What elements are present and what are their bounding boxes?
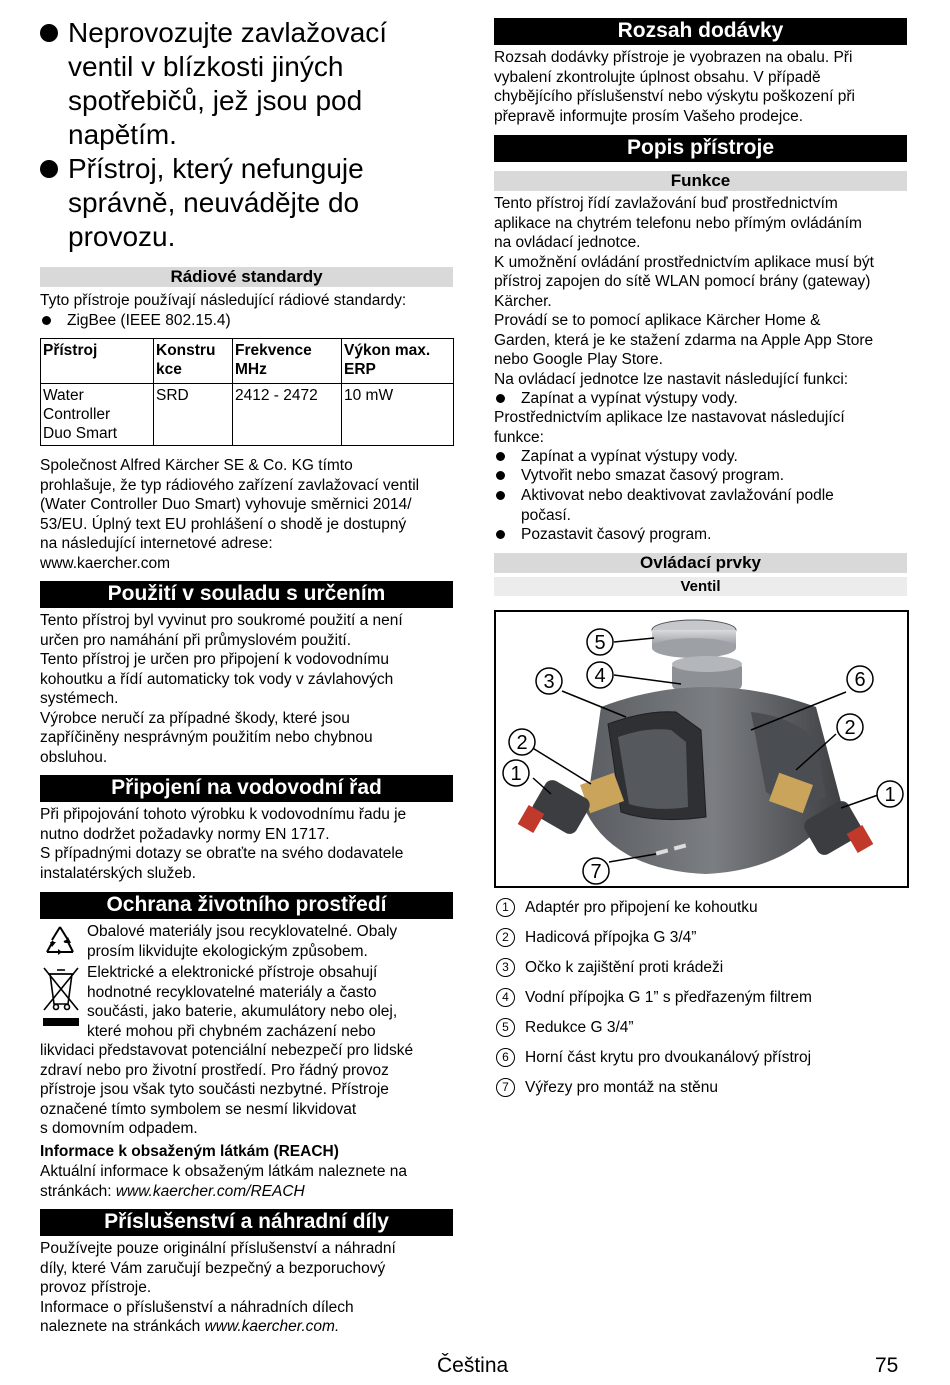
bullet-dot: [40, 24, 58, 42]
unit-bullet: Zapínat a vypínat výstupy vody.: [494, 389, 907, 409]
kaercher-link[interactable]: www.kaercher.com.: [204, 1318, 340, 1335]
table-header: Přístroj: [41, 339, 154, 384]
list-item: Pozastavit časový program.: [494, 525, 907, 545]
text-line: provozu.: [68, 221, 176, 252]
reach-text: Aktuální informace k obsaženým látkám naleznete na stránkách: www.kaercher.com/REACH: [40, 1163, 408, 1200]
description-heading: Popis přístroje: [494, 135, 907, 162]
recycle-icon: [40, 922, 80, 962]
accessories-text: Používejte pouze originální příslušenství a náhradní díly, které Vám zaručují bezpečný a bezporuchový provoz přístroje. Informace o příslušenství a náhradních dílech naleznete na stránkách www.kaercher.com.: [40, 1240, 396, 1335]
scope-heading: Rozsah dodávky: [494, 18, 907, 45]
device-illustration: [494, 610, 909, 888]
function-heading: Funkce: [494, 171, 907, 191]
reach-heading: Informace k obsaženým látkám (REACH): [40, 1143, 339, 1160]
table-cell: SRD: [154, 384, 233, 446]
scope-text: Rozsah dodávky přístroje je vyobrazen na obalu. Při vybalení zkontrolujte úplnost obsahu. V případě chybějícího příslušenství nebo výskytu poškození při přepravě informujte prosím Vašeho prodejce.: [494, 49, 855, 125]
weee-text-continued: likvidaci představovat potenciální nebezpečí pro lidské zdraví nebo pro životní prostředí. Pro řádný provoz přístroje jsou však tyto součásti nezbytné. Přístroje označené tímto symbolem se nesmí likvidovat s domovním odpadem.: [40, 1042, 414, 1137]
legend-item: 1 Adaptér pro připojení ke kohoutku: [496, 898, 758, 917]
intro-bullet-1: [40, 16, 460, 152]
radio-bullet: [40, 311, 453, 331]
table-header: Výkon max. ERP: [342, 339, 454, 384]
table-header: Frekvence MHz: [233, 339, 342, 384]
callout-label: 7: [590, 861, 602, 883]
callout-label: 4: [594, 665, 606, 687]
callout-label: 5: [594, 632, 606, 654]
intro-bullet-2: [40, 152, 460, 254]
legend-item: 6 Horní část krytu pro dvoukanálový přístroj: [496, 1048, 811, 1067]
controls-subheading: Ventil: [494, 577, 907, 596]
app-intro: Prostřednictvím aplikace lze nastavovat následující funkce:: [494, 409, 845, 446]
text-line: Přístroj, který nefunguje: [68, 153, 364, 184]
callout-label: 1: [884, 784, 896, 806]
text-line: ventil v blízkosti jiných: [68, 51, 344, 82]
footer-language: Čeština: [437, 1354, 509, 1377]
table-header: Konstru kce: [154, 339, 233, 384]
radio-bullet-text: ZigBee (IEEE 802.15.4): [67, 312, 231, 329]
list-item: Vytvořit nebo smazat časový program.: [494, 466, 907, 486]
crossed-bin-icon: [40, 964, 80, 1028]
page-number: 75: [875, 1354, 899, 1377]
legend-item: 5 Redukce G 3/4”: [496, 1018, 634, 1037]
valve-drawing: [496, 612, 907, 886]
legend-item: 2 Hadicová přípojka G 3/4”: [496, 928, 696, 947]
text-line: Neprovozujte zavlažovací: [68, 17, 388, 48]
callout-label: 3: [543, 671, 555, 693]
radio-declaration: Společnost Alfred Kärcher SE & Co. KG tímto prohlašuje, že typ rádiového zařízení zavlažovací ventil (Water Controller Duo Smart) vyhovuje směrnici 2014/ 53/EU. Úplný text EU prohlášení o shodě je dostupný na následující internetové adrese: www.kaercher.com: [40, 457, 420, 572]
intended-use-heading: Použití v souladu s určením: [40, 581, 453, 608]
table-cell: 10 mW: [342, 384, 454, 446]
weee-text: Elektrické a elektronické přístroje obsahují hodnotné recyklovatelné materiály a často součásti, jako baterie, akumulátory nebo olej, které mohou při chybném zacházení nebo: [87, 964, 398, 1040]
water-connection-text: Při připojování tohoto výrobku k vodovodnímu řadu je nutno dodržet požadavky normy EN 1717. S případnými dotazy se obraťte na svého dodavatele instalatérských služeb.: [40, 806, 407, 882]
radio-heading: Rádiové standardy: [40, 267, 453, 287]
radio-table: [40, 338, 454, 446]
function-text: Tento přístroj řídí zavlažování buď prostřednictvím aplikace na chytrém telefonu nebo přímým ovládáním na ovládací jednotce. K umožnění ovládání prostřednictvím aplikace musí být přístroj zapojen do sítě WLAN pomocí brány (gateway) Kärcher. Provádí se to pomocí aplikace Kärcher Home & Garden, která je ke stažení zdarma na Apple App Store nebo Google Play Store. Na ovládací jednotce lze nastavit následující funkci:: [494, 195, 874, 388]
legend-item: 3 Očko k zajištění proti krádeži: [496, 958, 723, 977]
text-line: spotřebičů, jež jsou pod: [68, 85, 363, 116]
callout-label: 6: [854, 669, 866, 691]
recycle-text: Obalové materiály jsou recyklovatelné. Obaly prosím likvidujte ekologickým způsobem.: [87, 923, 398, 960]
list-item: Zapínat a vypínat výstupy vody.: [494, 447, 907, 467]
callout-label: 1: [510, 763, 522, 785]
reach-link[interactable]: www.kaercher.com/REACH: [115, 1182, 305, 1200]
intended-use-text: Tento přístroj byl vyvinut pro soukromé použití a není určen pro namáhání při průmyslovém použití. Tento přístroj je určen pro připojení k vodovodnímu kohoutku a řídí automaticky tok vody v závlahových systémech. Výrobce neručí za případné škody, které jsou zapříčiněny nesprávným použitím nebo chybnou obsluhou.: [40, 612, 403, 766]
controls-heading: Ovládací prvky: [494, 553, 907, 573]
table-cell: Water Controller Duo Smart: [41, 384, 154, 446]
legend-item: 4 Vodní přípojka G 1” s předřazeným filtrem: [496, 988, 812, 1007]
text-line: napětím.: [68, 119, 177, 150]
table-row: [41, 384, 454, 446]
water-connection-heading: Připojení na vodovodní řad: [40, 775, 453, 802]
callout-label: 2: [844, 717, 856, 739]
text-line: správně, neuvádějte do: [68, 187, 360, 218]
radio-intro: Tyto přístroje používají následující rádiové standardy:: [40, 292, 407, 309]
environment-heading: Ochrana životního prostředí: [40, 892, 453, 919]
callout-label: 2: [516, 732, 528, 754]
list-item: Aktivovat nebo deaktivovat zavlažování podle počasí.: [494, 486, 907, 525]
bullet-dot: [40, 160, 58, 178]
legend-item: 7 Výřezy pro montáž na stěnu: [496, 1078, 718, 1097]
accessories-heading: Příslušenství a náhradní díly: [40, 1209, 453, 1236]
table-cell: 2412 - 2472: [233, 384, 342, 446]
